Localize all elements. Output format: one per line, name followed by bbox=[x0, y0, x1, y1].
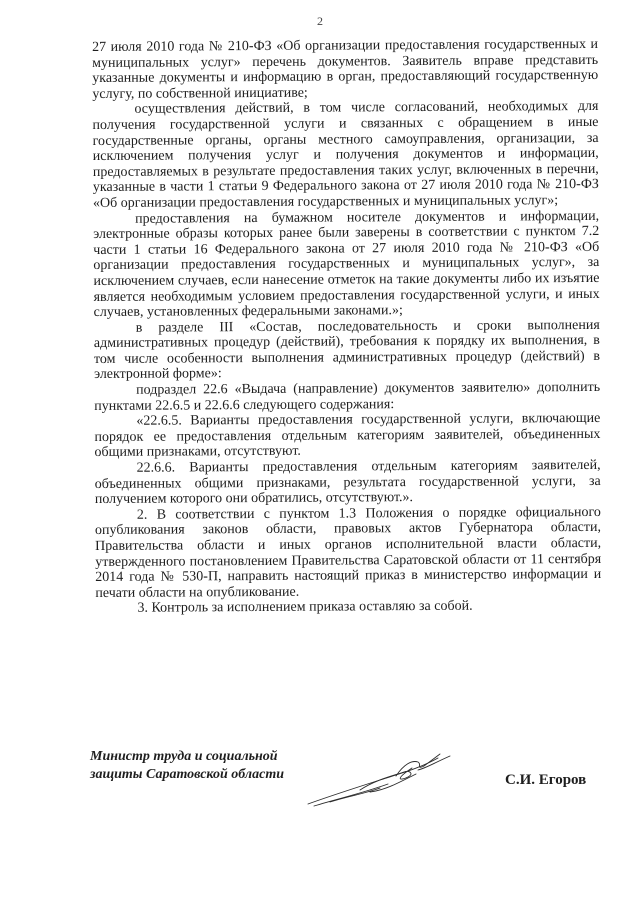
handwritten-signature bbox=[300, 750, 460, 810]
paragraph-item-3: 3. Контроль за исполнением приказа оставляю за собой. bbox=[137, 599, 473, 617]
paragraph-22-6-5: «22.6.5. Варианты предоставления государственной услуги, включающие порядок ее предоставления отдельным категориям заявителей, объединенных общими признаками, отсутствуют. bbox=[94, 411, 601, 461]
page-number: 2 bbox=[317, 14, 323, 28]
paragraph-actions: осуществления действий, в том числе согласований, необходимых для получения государственной услуги и связанных с обращением в иные государственные органы, органы местного самоуправления, организации, за исключением получения услуг и получения документов и информации, предоставляемых в результате предоставления таких услуг, включенных в перечни, указанные в части 1 статьи 9 Федерального закона от 27 июля 2010 года № 210-ФЗ «Об организации предоставления государственных и муниципальных услуг»; bbox=[92, 99, 599, 211]
paragraph-subsection-22-6: подраздел 22.6 «Выдача (направление) документов заявителю» дополнить пунктами 22.6.5 и 22.6.6 следующего содержания: bbox=[94, 379, 601, 414]
signatory-name: С.И. Егоров bbox=[505, 772, 587, 788]
position-line-1: Министр труда и социальной bbox=[90, 749, 278, 764]
document-body bbox=[92, 37, 602, 617]
paragraph-item-2: 2. В соответствии с пунктом 1.3 Положения о порядке официального опубликования законов области, правовых актов Губернатора области, Правительства области и иных органов исполнительной власти области, утвержденного постановлением Правительства Саратовской области от 11 сентября 2014 года № 530-П, направить настоящий приказ в министерство информации и печати области на опубликование. bbox=[94, 504, 602, 601]
position-line-2: защиты Саратовской области bbox=[90, 767, 284, 782]
paragraph-22-6-6: 22.6.6. Варианты предоставления отдельным категориям заявителей, объединенных общими признаками, результата государственной услуги, за получением которого они обратились, отсутствуют.». bbox=[94, 457, 601, 508]
paragraph-paper-documents: предоставления на бумажном носителе документов и информации, электронные образы которых ранее были заверены в соответствии с пунктом 7.2 части 1 статьи 16 Федерального закона от 27 июля 2010 года № 210-ФЗ «Об организации предоставления государственных и муниципальных услуг», за исключением случаев, если нанесение отметок на такие документы либо их изъятие является необходимым условием предоставления государственной услуги, и иных случаев, установленных федеральными законами.»; bbox=[93, 208, 600, 321]
paragraph-section-iii: в разделе III «Состав, последовательность и сроки выполнения административных процедур (действий), требования к порядку их выполнения, в том числе особенности выполнения административных процедур (действий) в электронной форме»: bbox=[93, 317, 600, 383]
signatory-position bbox=[90, 748, 284, 784]
paragraph-continuation: 27 июля 2010 года № 210-ФЗ «Об организации предоставления государственных и муниципальных услуг» перечень документов. Заявитель вправе представить указанные документы и информацию в орган, предоставляющий государственную услугу, по собственной инициативе; bbox=[92, 36, 599, 102]
